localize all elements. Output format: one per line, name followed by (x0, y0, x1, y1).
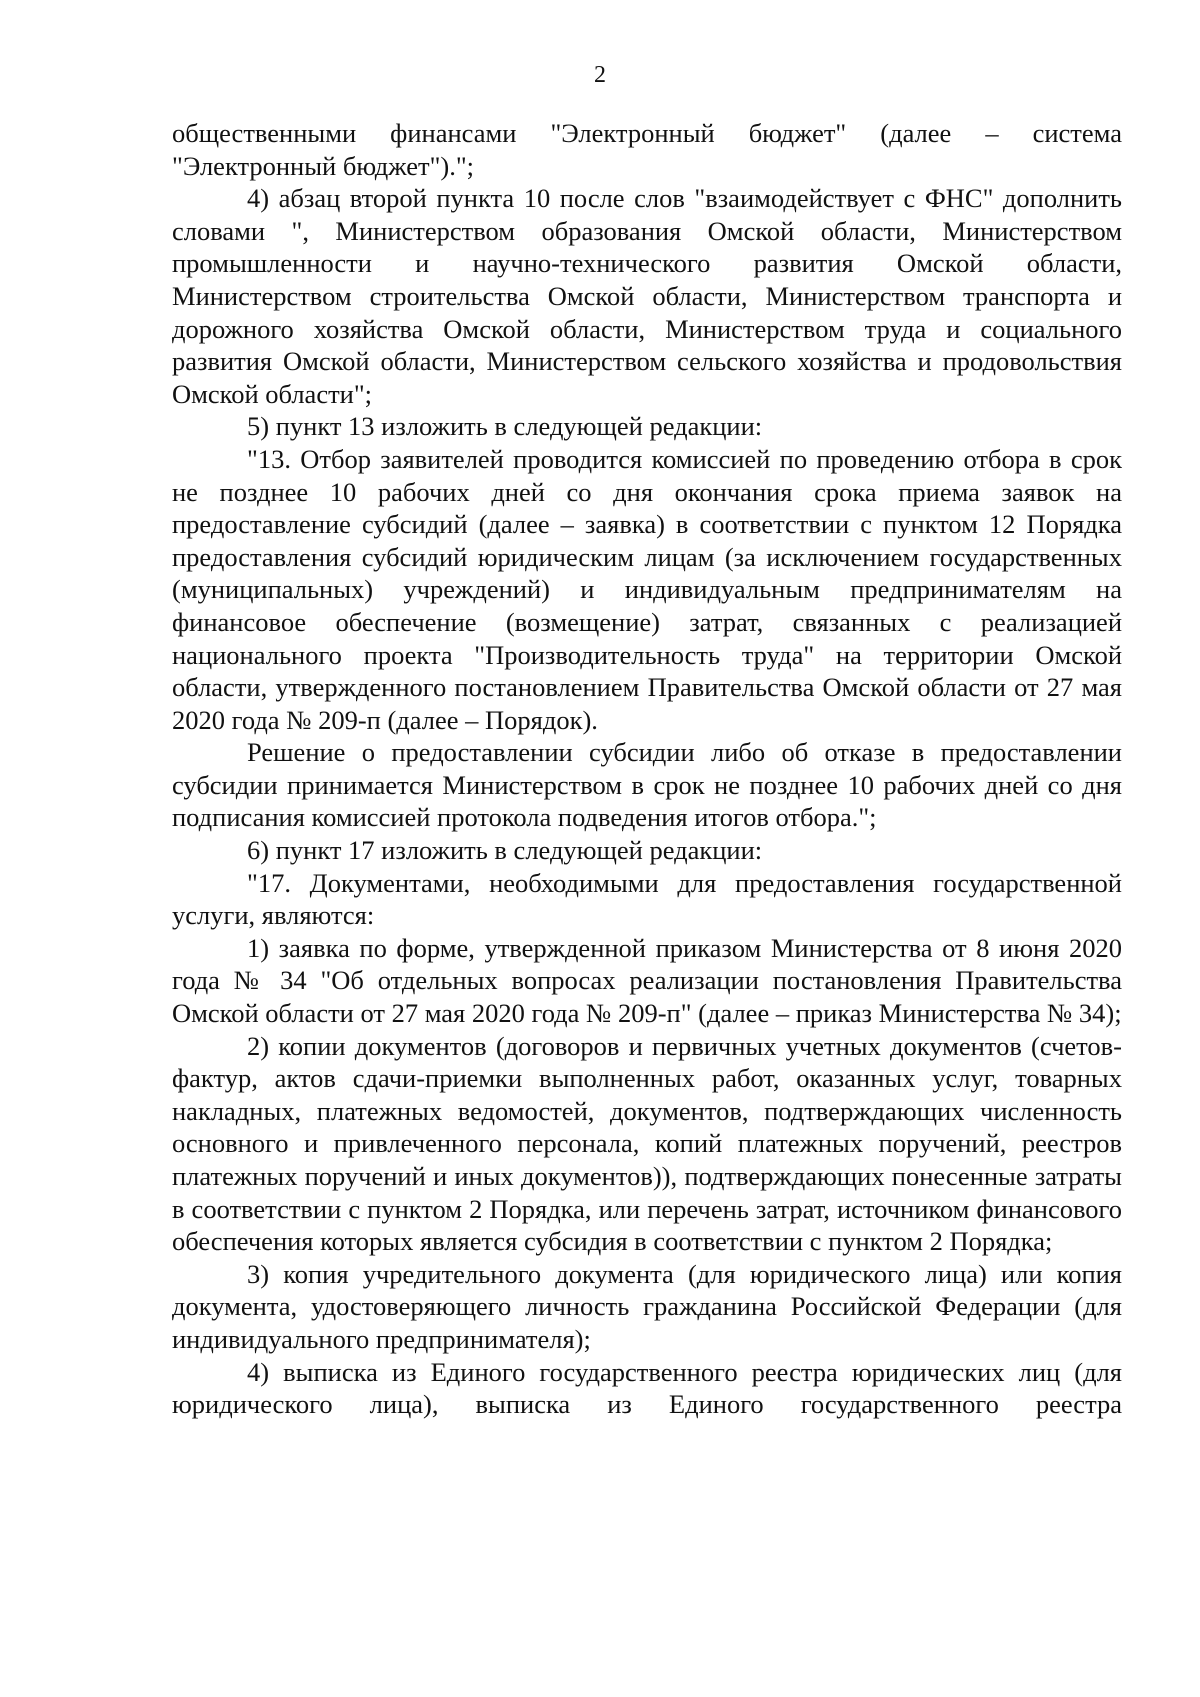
paragraph-sub-2-documents: 2) копии документов (договоров и первичных учетных документов (счетов-фактур, актов сдачи-приемки выполненных работ, оказанных услуг, товарных накладных, платежных ведомостей, документов, подтверждающих численность основного и привлеченного персонала, копий платежных поручений, реестров платежных поручений и иных документов)), подтверждающих понесенные затраты в соответствии с пунктом 2 Порядка, или перечень затрат, источником финансового обеспечения которых является субсидия в соответствии с пунктом 2 Порядка; (172, 1030, 1122, 1257)
paragraph-decision: Решение о предоставлении субсидии либо об отказе в предоставлении субсидии принимается Министерством в срок не позднее 10 рабочих дней со дня подписания комиссией протокола подведения итогов отбора."; (172, 737, 1122, 833)
document-body (172, 117, 1122, 1421)
paragraph-sub-1-application: 1) заявка по форме, утвержденной приказом Министерства от 8 июня 2020 года № 34 "Об отдельных вопросах реализации постановления Правительства Омской области от 27 мая 2020 года № 209-п" (далее – приказ Министерства № 34); (172, 932, 1122, 1029)
paragraph-point-13: "13. Отбор заявителей проводится комиссией по проведению отбора в срок не позднее 10 рабочих дней со дня окончания срока приема заявок на предоставление субсидий (далее – заявка) в соответствии с пунктом 12 Порядка предоставления субсидий юридическим лицам (за исключением государственных (муниципальных) учреждений) и индивидуальным предпринимателям на финансовое обеспечение (возмещение) затрат, связанных с реализацией национального проекта "Производительность труда" на территории Омской области, утвержденного постановлением Правительства Омской области от 27 мая 2020 года № 209-п (далее – Порядок). (172, 443, 1122, 735)
paragraph-sub-3-charter: 3) копия учредительного документа (для юридического лица) или копия документа, удостоверяющего личность гражданина Российской Федерации (для индивидуального предпринимателя); (172, 1258, 1122, 1354)
page-number: 2 (594, 62, 606, 88)
paragraph-item-5: 5) пункт 13 изложить в следующей редакции: (247, 411, 763, 442)
paragraph-sub-4-register-extract: 4) выписка из Единого государственного реестра юридических лиц (для юридического лица), выписка из Единого государственного реестра (172, 1356, 1122, 1420)
paragraph-point-17: "17. Документами, необходимыми для предоставления государственной услуги, являются: (172, 867, 1122, 931)
paragraph-item-6: 6) пункт 17 изложить в следующей редакции: (247, 835, 763, 866)
paragraph-system-budget: общественными финансами "Электронный бюджет" (далее – система "Электронный бюджет")."; (172, 118, 1122, 181)
paragraph-item-4-fns: 4) абзац второй пункта 10 после слов "взаимодействует с ФНС" дополнить словами ", Министерством образования Омской области, Министерством промышленности и научно-технического развития Омской области, Министерством строительства Омской области, Министерством транспорта и дорожного хозяйства Омской области, Министерством труда и социального развития Омской области, Министерством сельского хозяйства и продовольствия Омской области"; (172, 183, 1122, 409)
